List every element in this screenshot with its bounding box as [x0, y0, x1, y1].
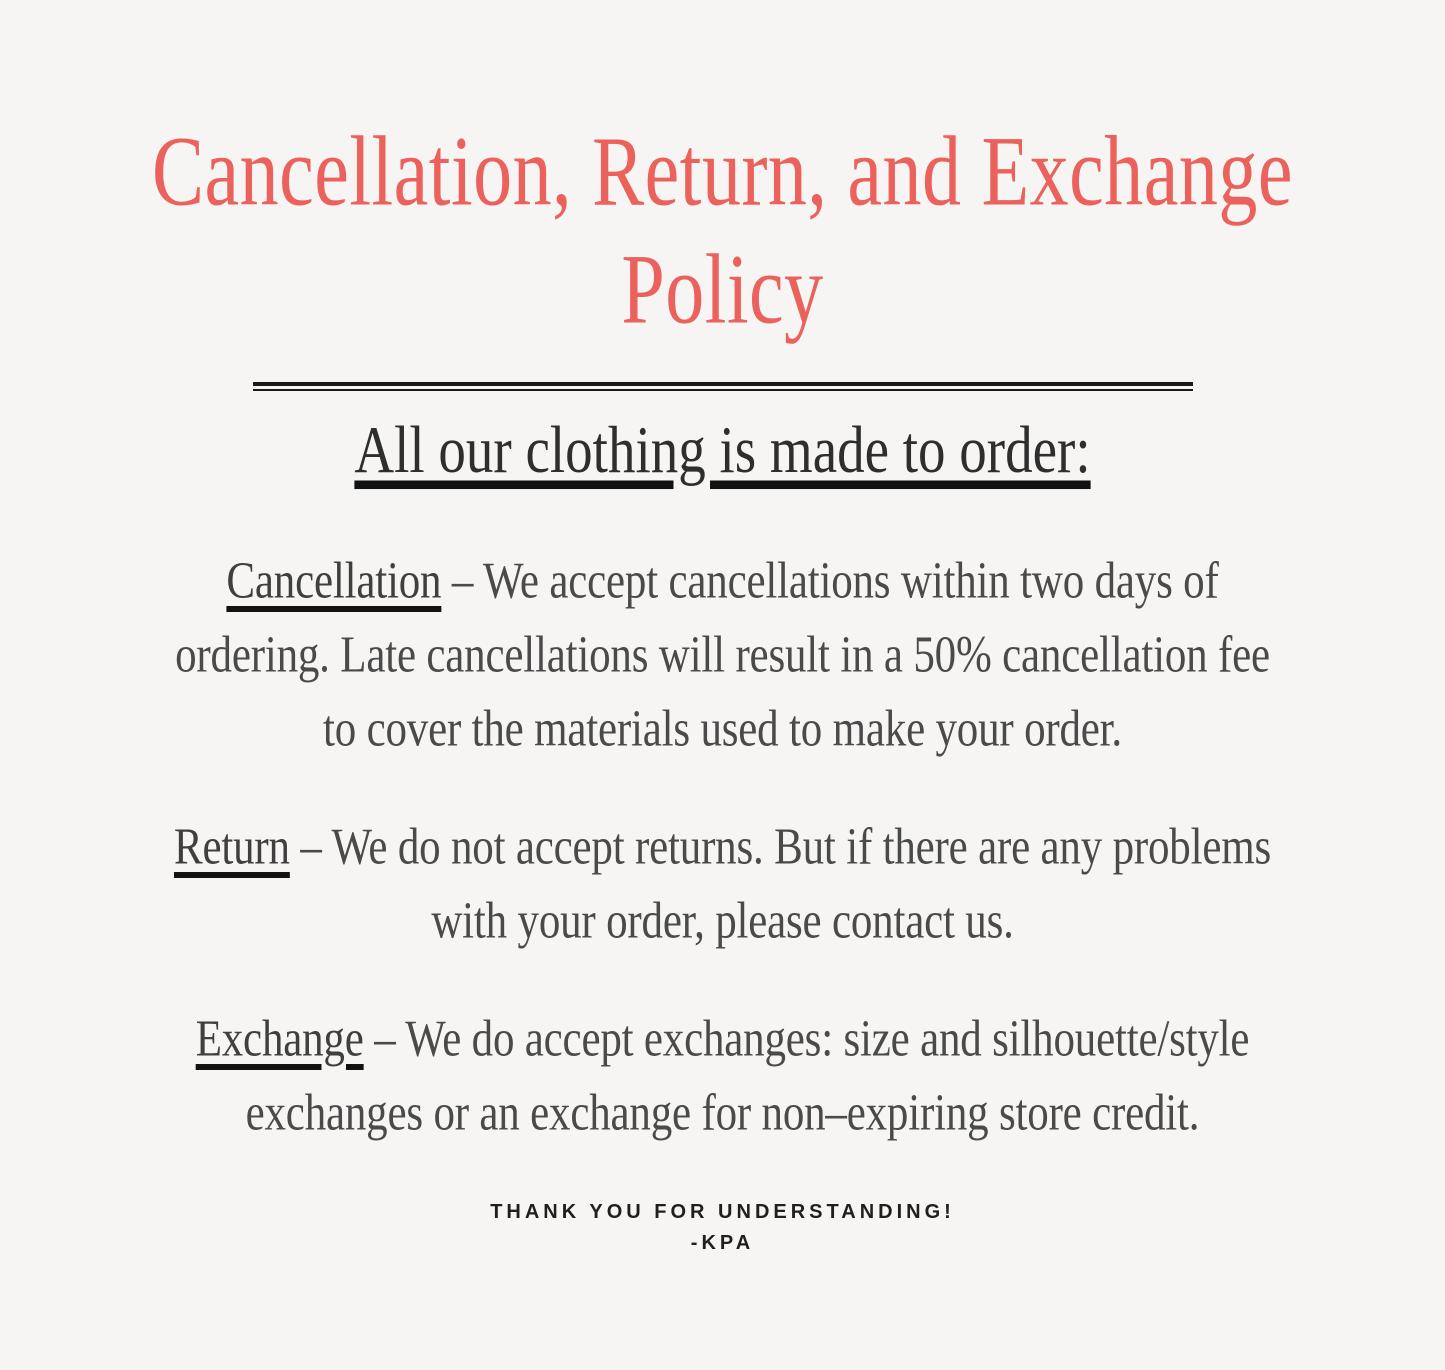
policy-exchange-term: Exchange [195, 1011, 364, 1068]
policy-exchange-text: – We do accept exchanges: size and silhouette/style [374, 1011, 1250, 1068]
page-title-line2: Policy [621, 232, 824, 345]
page-title [0, 112, 1445, 348]
subtitle-text: All our clothing is made to order: [354, 412, 1091, 487]
subtitle-heading [0, 412, 1445, 487]
footer-thanks: THANK YOU FOR UNDERSTANDING! [490, 1201, 955, 1223]
policy-cancellation-section [0, 545, 1445, 767]
page-title-line1: Cancellation, Return, and Exchange [151, 114, 1294, 227]
policy-cancellation-line3: to cover the materials used to make your order. [323, 701, 1122, 758]
policy-return-section [0, 811, 1445, 959]
footer [0, 1197, 1445, 1259]
policy-return-text: – We do not accept returns. But if there are any problems [300, 819, 1272, 876]
policy-exchange-line2: exchanges or an exchange for non–expiring store credit. [245, 1085, 1200, 1142]
title-divider [253, 382, 1193, 391]
policy-return-line2: with your order, please contact us. [431, 893, 1014, 950]
policy-cancellation-line2: ordering. Late cancellations will result in a 50% cancellation fee [175, 627, 1270, 684]
policy-cancellation-term: Cancellation [226, 553, 442, 610]
policy-exchange-section [0, 1003, 1445, 1151]
policy-cancellation-text: – We accept cancellations within two days of [451, 553, 1219, 610]
policy-return-term: Return [173, 819, 290, 876]
footer-signature: -KPA [690, 1232, 755, 1254]
